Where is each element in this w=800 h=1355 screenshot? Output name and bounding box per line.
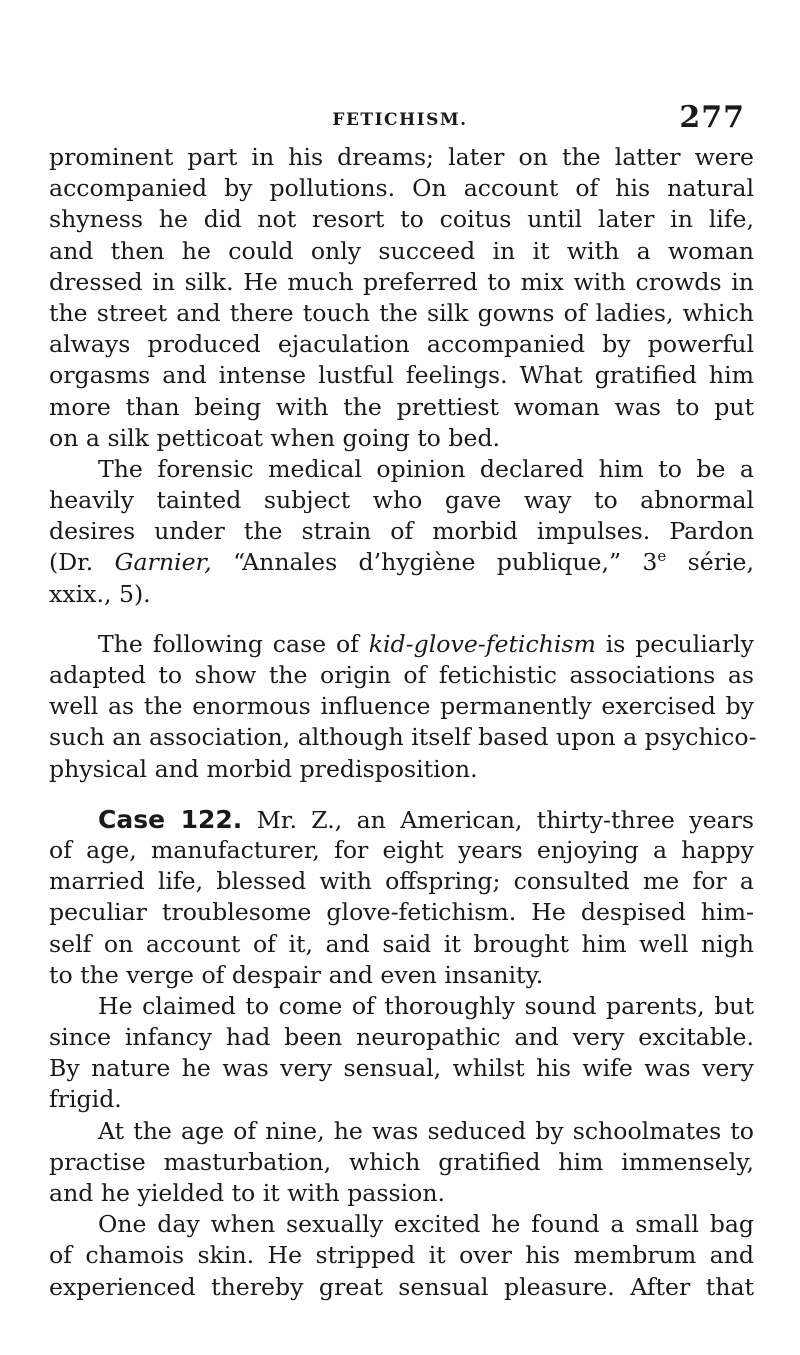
- citation-text: (Dr.: [49, 548, 115, 577]
- running-title: FETICHISM.: [332, 110, 468, 130]
- text-line: xxix., 5).: [49, 579, 151, 608]
- text-line: the street and there touch the silk gowns of ladies, which: [49, 298, 754, 327]
- text-line: practise masturbation, which gratified him immensely,: [49, 1147, 754, 1176]
- text-line: desires under the strain of morbid impulses. Pardon: [49, 517, 754, 546]
- paragraph-gap: [49, 610, 754, 629]
- text-segment: The following case of: [98, 629, 369, 658]
- text-line: to the verge of despair and even insanity.: [49, 960, 544, 989]
- text-line: since infancy had been neuropathic and very excitable.: [49, 1023, 754, 1052]
- text-line: prominent part in his dreams; later on the latter were: [49, 143, 754, 171]
- text-line: accompanied by pollutions. On account of his natural: [49, 174, 754, 203]
- page-number: 277: [679, 100, 745, 135]
- text-line: [49, 629, 754, 660]
- text-line: frigid.: [49, 1085, 122, 1114]
- superscript: e: [657, 547, 667, 566]
- text-line: and he yielded to it with passion.: [49, 1179, 446, 1207]
- text-line: physical and morbid predisposition.: [49, 754, 478, 783]
- text-line: dressed in silk. He much preferred to mix with crowds in: [49, 267, 754, 296]
- text-line: self on account of it, and said it brought him well nigh: [49, 929, 754, 958]
- paragraph-gap: [49, 785, 754, 804]
- text-segment: Mr. Z., an American, thirty-three years: [242, 805, 754, 834]
- citation-text: série,: [666, 548, 755, 577]
- citation-text: “Annales d’hygiène publique,” 3: [211, 548, 658, 577]
- text-line: more than being with the prettiest woman was to put: [49, 392, 754, 421]
- page-body: [49, 142, 757, 1303]
- citation-line: [49, 547, 754, 578]
- text-line: shyness he did not resort to coitus until later in life,: [49, 205, 754, 234]
- text-line: adapted to show the origin of fetichistic associations as: [49, 661, 754, 689]
- emphasis-term: kid-glove-fetichism: [368, 629, 596, 658]
- text-line: such an association, although itself based upon a psychico-: [49, 723, 757, 752]
- text-line: At the age of nine, he was seduced by schoolmates to: [98, 1116, 754, 1145]
- text-line: peculiar troublesome glove-fetichism. He despised him-: [49, 898, 754, 927]
- text-line: By nature he was very sensual, whilst his wife was very: [49, 1054, 754, 1083]
- text-line: well as the enormous influence permanently exercised by: [49, 692, 754, 721]
- text-line: He claimed to come of thoroughly sound parents, but: [98, 991, 754, 1020]
- case-heading-line: [49, 804, 754, 835]
- case-label: Case 122.: [98, 804, 243, 834]
- author-name: Garnier,: [114, 548, 212, 577]
- text-line: and then he could only succeed in it with a woman: [49, 236, 754, 265]
- text-line: of chamois skin. He stripped it over his membrum and: [49, 1241, 754, 1270]
- text-line: always produced ejaculation accompanied by powerful: [49, 330, 754, 359]
- text-line: of age, manufacturer, for eight years enjoying a happy: [49, 835, 754, 864]
- text-line: heavily tainted subject who gave way to abnormal: [49, 486, 754, 515]
- text-line: orgasms and intense lustful feelings. What gratified him: [49, 361, 754, 390]
- text-line: on a silk petticoat when going to bed.: [49, 423, 501, 452]
- text-line: experienced thereby great sensual pleasure. After that: [49, 1272, 754, 1301]
- text-line: One day when sexually excited he found a small bag: [98, 1210, 754, 1239]
- running-head: [0, 100, 800, 136]
- text-line: married life, blessed with offspring; consulted me for a: [49, 867, 754, 896]
- text-segment: is peculiarly: [595, 629, 754, 658]
- text-line: The forensic medical opinion declared him to be a: [98, 454, 754, 483]
